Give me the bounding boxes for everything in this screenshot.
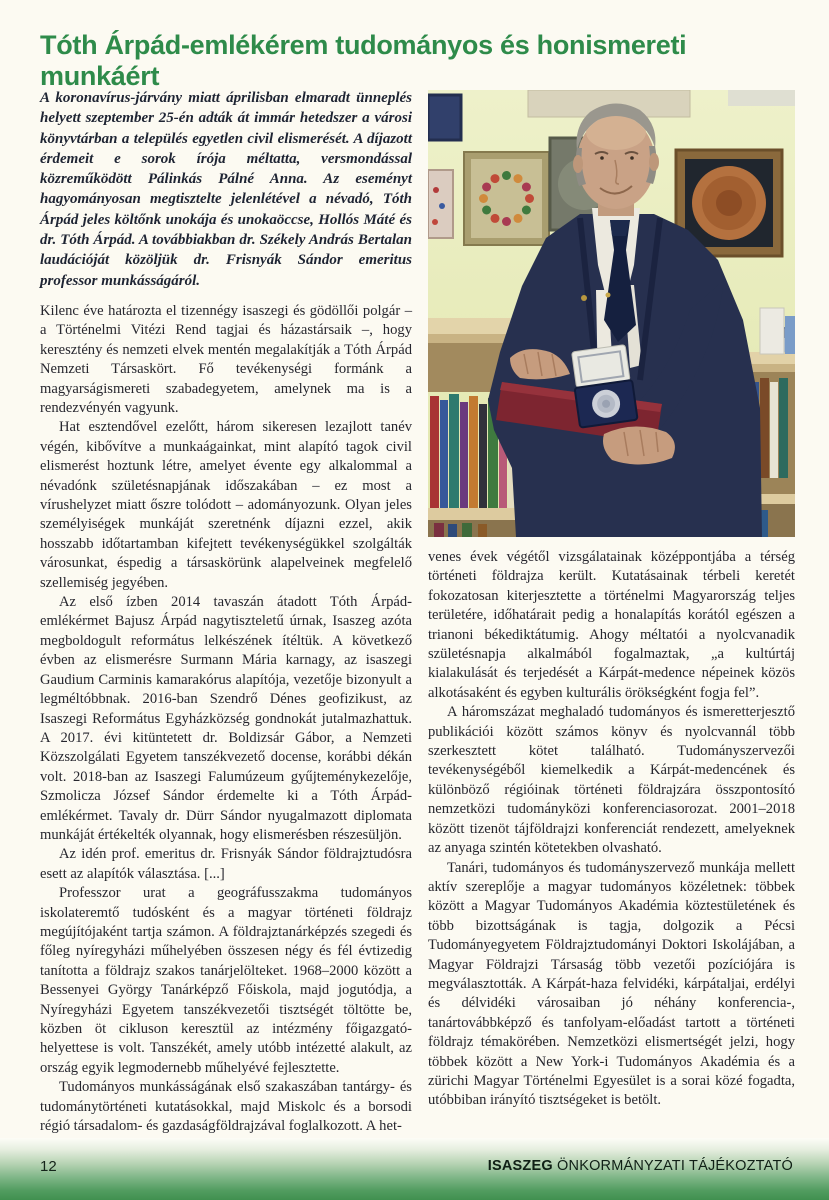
intro-paragraph: A koronavírus-járvány miatt áprilisban elmaradt ünneplés helyett szeptember 25-én adták át immár hetedszer a városi könyvtárban a település egyetlen civil elismerését. A díjazott érdemeit e sorok írója méltatta, versmondással közreműködött Pálinkás Pálné Anna. Az eseményt hagyományosan megtisztelte jelenlétével a névadó, Tóth Árpád jeles költőnk unokája és unokaöccse, Hollós Máté és dr. Tóth Árpád. A továbbiakban dr. Székely András Bertalan laudációját közöljük dr. Frisnyák Sándor emeritus professor munkásságáról. bbox=[40, 90, 412, 289]
body-paragraph: Az első ízben 2014 tavaszán átadott Tóth Árpád-emlékérmet Bajusz Árpád nagytiszteletű úrnak, Isaszeg azóta megboldogult református lelkészének ítéltük. A következő évben az elismerésre Surmann Mária karnagy, az isaszegi Gaudium Carminis kamarakórus alapítója, vezetője bizonyult a legméltóbbnak. 2016-ban Szendrő Dénes geofizikust, az Isaszegi Református Egyházközség gondnokát jutalmazhattuk. A 2017. évi kitüntetett dr. Boldizsár Gábor, a Nemzeti Közszolgálati Egyetem tanszékvezető docense, korábbi dékán volt. 2018-ban az Isaszegi Falumúzeum gyűjteménykezelője, Szmolicza József Sándor érdemelte ki a Tóth Árpád-emlékérmet. Tavaly dr. Dürr Sándor nyugalmazott diplomata munkáját értékelték olyannak, hogy elismerésben részesüljön. bbox=[40, 594, 412, 843]
publication-name-rest: ÖNKORMÁNYZATI TÁJÉKOZTATÓ bbox=[552, 1158, 793, 1174]
body-paragraph: Hat esztendővel ezelőtt, három sikeresen lezajlott tanév végén, kibővítve a munkaágainkat, mint alapító tagok civil elismerést hoztunk létre, amelyet évente egy alkalommal a névadónk születésnapjának időszakában – ez most a vírushelyzet miatt őszre tolódott – adományozunk. Olyan jeles személyiségek munkáját szeretnénk díjazni ezzel, akik hosszabb időtartamban kifejtett tevékenységükkel szolgálták városunkat, éspedig a társaskörünk alapelveinek megfelelő szellemiség jegyében. bbox=[40, 419, 412, 591]
body-paragraph: Professzor urat a geográfusszakma tudományos iskolateremtő tudósként és a magyar történeti földrajz megújítójaként tartja számon. A földrajztanárképzés szegedi és főleg nyíregyházi műhelyében összesen négy és fél évtizedig tanította a földrajz szakos tanárjelölteket. 1968–2000 között a Bessenyei György Tanárképző Főiskola, majd jogutódja, a Nyíregyházi Egyetem tanszékvezetői tisztségét töltötte be, közben öt cikluson keresztül az intézmény főigazgató-helyettese is volt. Tanszékét, amely utóbb intézetté alakult, az ország egyik legmodernebb műhelyévé fejlesztette. bbox=[40, 885, 412, 1076]
publication-name bbox=[488, 1158, 793, 1174]
page-footer bbox=[0, 1138, 829, 1200]
publication-name-bold: ISASZEG bbox=[487, 1158, 553, 1174]
body-paragraph: venes évek végétől vizsgálatainak középpontjába a térség történeti földrajza került. Kutatásainak térbeli keretét fokozatosan kiterjesztette a történelmi Magyarország teljes területére, időhatárait pedig a honalapítás korától egészen a trianoni békediktátumig. Ahogy méltatói a nyolcvanadik születésnapja alkalmából fogalmaztak, „a kultúrtáj kialakulását és terjedését a Kárpát-medence népeinek közös alkotásaként és egyben kulturális örökségként fogja fel”. bbox=[428, 549, 795, 701]
award-photo bbox=[428, 90, 795, 537]
hand-left bbox=[603, 426, 675, 464]
left-column bbox=[40, 88, 412, 1136]
page-title: Tóth Árpád-emlékérem tudományos és honismereti munkáért bbox=[40, 30, 687, 92]
body-paragraph: A háromszázat meghaladó tudományos és ismeretterjesztő publikációi között számos könyv és nyolcvannál több szerkesztett kötet található. Tudományszervezői tevékenységéből kiemelkedik a Kárpát-medencének és különböző régióinak történeti földrajzára összpontosító nemzetközi tudományközi konferenciasorozat. 2001–2018 között tizenöt tájföldrajzi konferenciát rendezett, amelyeknek az anyaga szintén kötetekben olvasható. bbox=[428, 704, 795, 857]
lapel-badge bbox=[581, 295, 587, 301]
page-number: 12 bbox=[40, 1158, 57, 1175]
body-paragraph: Az idén prof. emeritus dr. Frisnyák Sándor földrajztudósra esett az alapítók választása. [...] bbox=[40, 846, 412, 882]
right-column-text bbox=[428, 548, 795, 1111]
body-paragraph: Kilenc éve határozta el tizennégy isaszegi és gödöllői polgár – a Történelmi Vitézi Rend tagjai és házastársaik –, hogy keresztény és nemzeti elvek mentén megalakítják a Tóth Árpád Nemzeti Társaskört. Fő tevékenységi formánk a magyarságismereti szabadegyetem, amelynek ma is a rendezvényén vagyunk. bbox=[40, 302, 412, 416]
body-paragraph: Tudományos munkásságának első szakaszában tantárgy- és tudománytörténeti kutatásokkal, majd Miskolc és a borsodi régió társadalom- és gazdaságföldrajzával foglalkozott. A het- bbox=[40, 1079, 412, 1135]
tie-pin bbox=[606, 293, 611, 298]
body-paragraph: Tanári, tudományos és tudományszervező munkája mellett aktív szereplője a magyar tudományos közéletnek: többek között a Magyar Tudományos Akadémia köztestületének és több bizottságának is tagja, dolgozik a Pécsi Tudományegyetem Földrajztudományi Doktori Iskolájában, a Magyar Földrajzi Társaság több vezetői pozíciójára is megválasztották. A Kárpát-haza felvidéki, kárpátaljai, erdélyi és délvidéki városaiban jó néhány konferencia-, tanártovábbképző és tanfolyam-előadást tartott a történeti földrajz témakörében. Nemzetközi elismertségét jelzi, hogy többek között a New York-i Tudományos Akadémia és a zürichi Magyar Történelmi Egyesület is a sorai közé fogadta, utóbbiban irányító tisztségeket is betölt. bbox=[428, 859, 795, 1109]
right-column bbox=[428, 90, 795, 1111]
